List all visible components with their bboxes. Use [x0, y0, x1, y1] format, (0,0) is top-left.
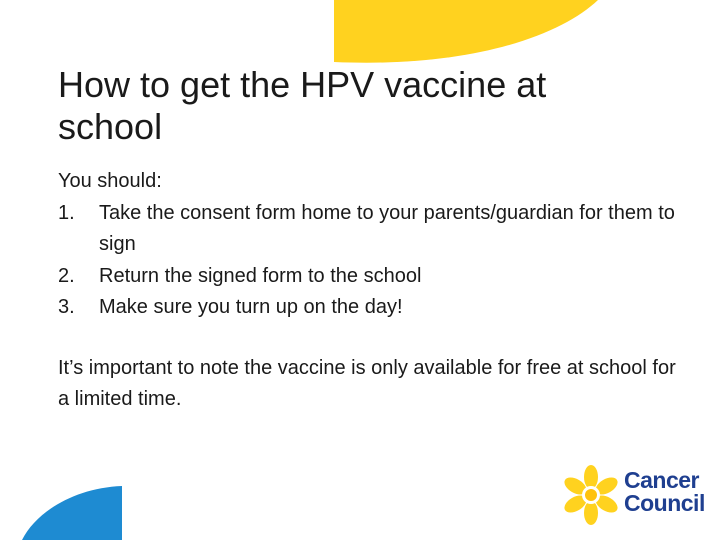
daffodil-icon [560, 464, 622, 526]
logo-text-line1: Cancer [624, 467, 699, 493]
blue-accent-shape [22, 486, 122, 540]
slide-body [58, 166, 678, 415]
cancer-council-logo [560, 464, 710, 526]
intro-text: You should: [58, 170, 162, 192]
slide-title: How to get the HPV vaccine at school [58, 64, 547, 147]
yellow-accent-shape [334, 0, 598, 63]
note-text: It’s important to note the vaccine is only available for free at school for a limited time. [58, 356, 676, 410]
step-text: Make sure you turn up on the day! [99, 296, 403, 318]
step-item-2 [58, 261, 678, 293]
logo-wordmark [624, 469, 705, 515]
step-text: Take the consent form home to your parents/guardian for them to sign [99, 201, 675, 255]
step-item-1 [58, 198, 678, 261]
step-number: 3. [58, 296, 75, 318]
step-number: 1. [58, 201, 75, 224]
step-number: 2. [58, 264, 75, 287]
step-text: Return the signed form to the school [99, 264, 422, 287]
step-item-3 [58, 292, 678, 324]
logo-text-line2: Council [624, 490, 705, 516]
steps-list [58, 198, 678, 324]
